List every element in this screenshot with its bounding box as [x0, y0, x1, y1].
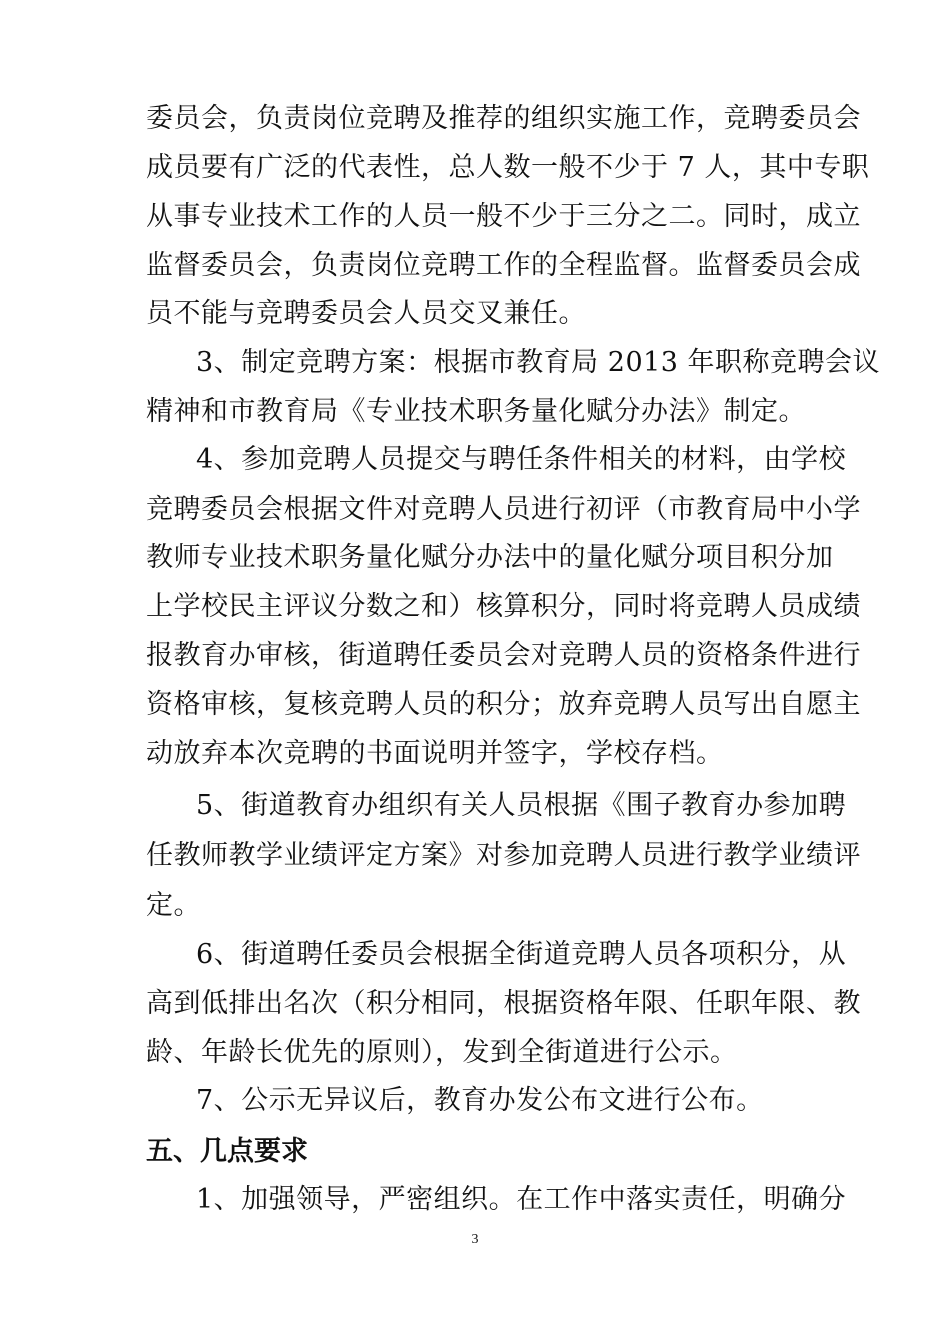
item-4-line: 资格审核，复核竞聘人员的积分；放弃竞聘人员写出自愿主 — [146, 689, 861, 720]
item-3-line: 精神和市教育局《专业技术职务量化赋分办法》制定。 — [146, 396, 806, 427]
item-6-line: 高到低排出名次（积分相同，根据资格年限、任职年限、教 — [146, 988, 861, 1019]
item-5-line: 5、街道教育办组织有关人员根据《围子教育办参加聘 — [196, 790, 847, 821]
item-7-line: 7、公示无异议后，教育办发公布文进行公布。 — [196, 1085, 764, 1116]
item-4-line: 竞聘委员会根据文件对竞聘人员进行初评（市教育局中小学 — [146, 494, 861, 525]
item-5-line: 定。 — [146, 890, 201, 921]
paragraph-line: 监督委员会，负责岗位竞聘工作的全程监督。监督委员会成 — [146, 250, 861, 281]
item-3-line: 3、制定竞聘方案：根据市教育局 2013 年职称竞聘会议 — [196, 347, 881, 378]
item-4-line: 教师专业技术职务量化赋分办法中的量化赋分项目积分加 — [146, 542, 834, 573]
section-5-item-1-line: 1、加强领导，严密组织。在工作中落实责任，明确分 — [196, 1184, 847, 1215]
item-4-line: 4、参加竞聘人员提交与聘任条件相关的材料，由学校 — [196, 444, 847, 475]
paragraph-line: 从事专业技术工作的人员一般不少于三分之二。同时，成立 — [146, 201, 861, 232]
item-4-line: 动放弃本次竞聘的书面说明并签字，学校存档。 — [146, 738, 724, 769]
item-6-line: 6、街道聘任委员会根据全街道竞聘人员各项积分，从 — [196, 939, 847, 970]
paragraph-line: 成员要有广泛的代表性，总人数一般不少于 7 人，其中专职 — [146, 152, 870, 183]
paragraph-line: 员不能与竞聘委员会人员交叉兼任。 — [146, 298, 586, 329]
page-number: 3 — [471, 1232, 479, 1247]
section-heading: 五、几点要求 — [146, 1136, 308, 1167]
item-5-line: 任教师教学业绩评定方案》对参加竞聘人员进行教学业绩评 — [146, 840, 861, 871]
item-4-line: 报教育办审核，街道聘任委员会对竞聘人员的资格条件进行 — [146, 640, 861, 671]
paragraph-line: 委员会，负责岗位竞聘及推荐的组织实施工作，竞聘委员会 — [146, 103, 861, 134]
item-4-line: 上学校民主评议分数之和）核算积分，同时将竞聘人员成绩 — [146, 591, 861, 622]
item-6-line: 龄、年龄长优先的原则），发到全街道进行公示。 — [146, 1037, 738, 1068]
